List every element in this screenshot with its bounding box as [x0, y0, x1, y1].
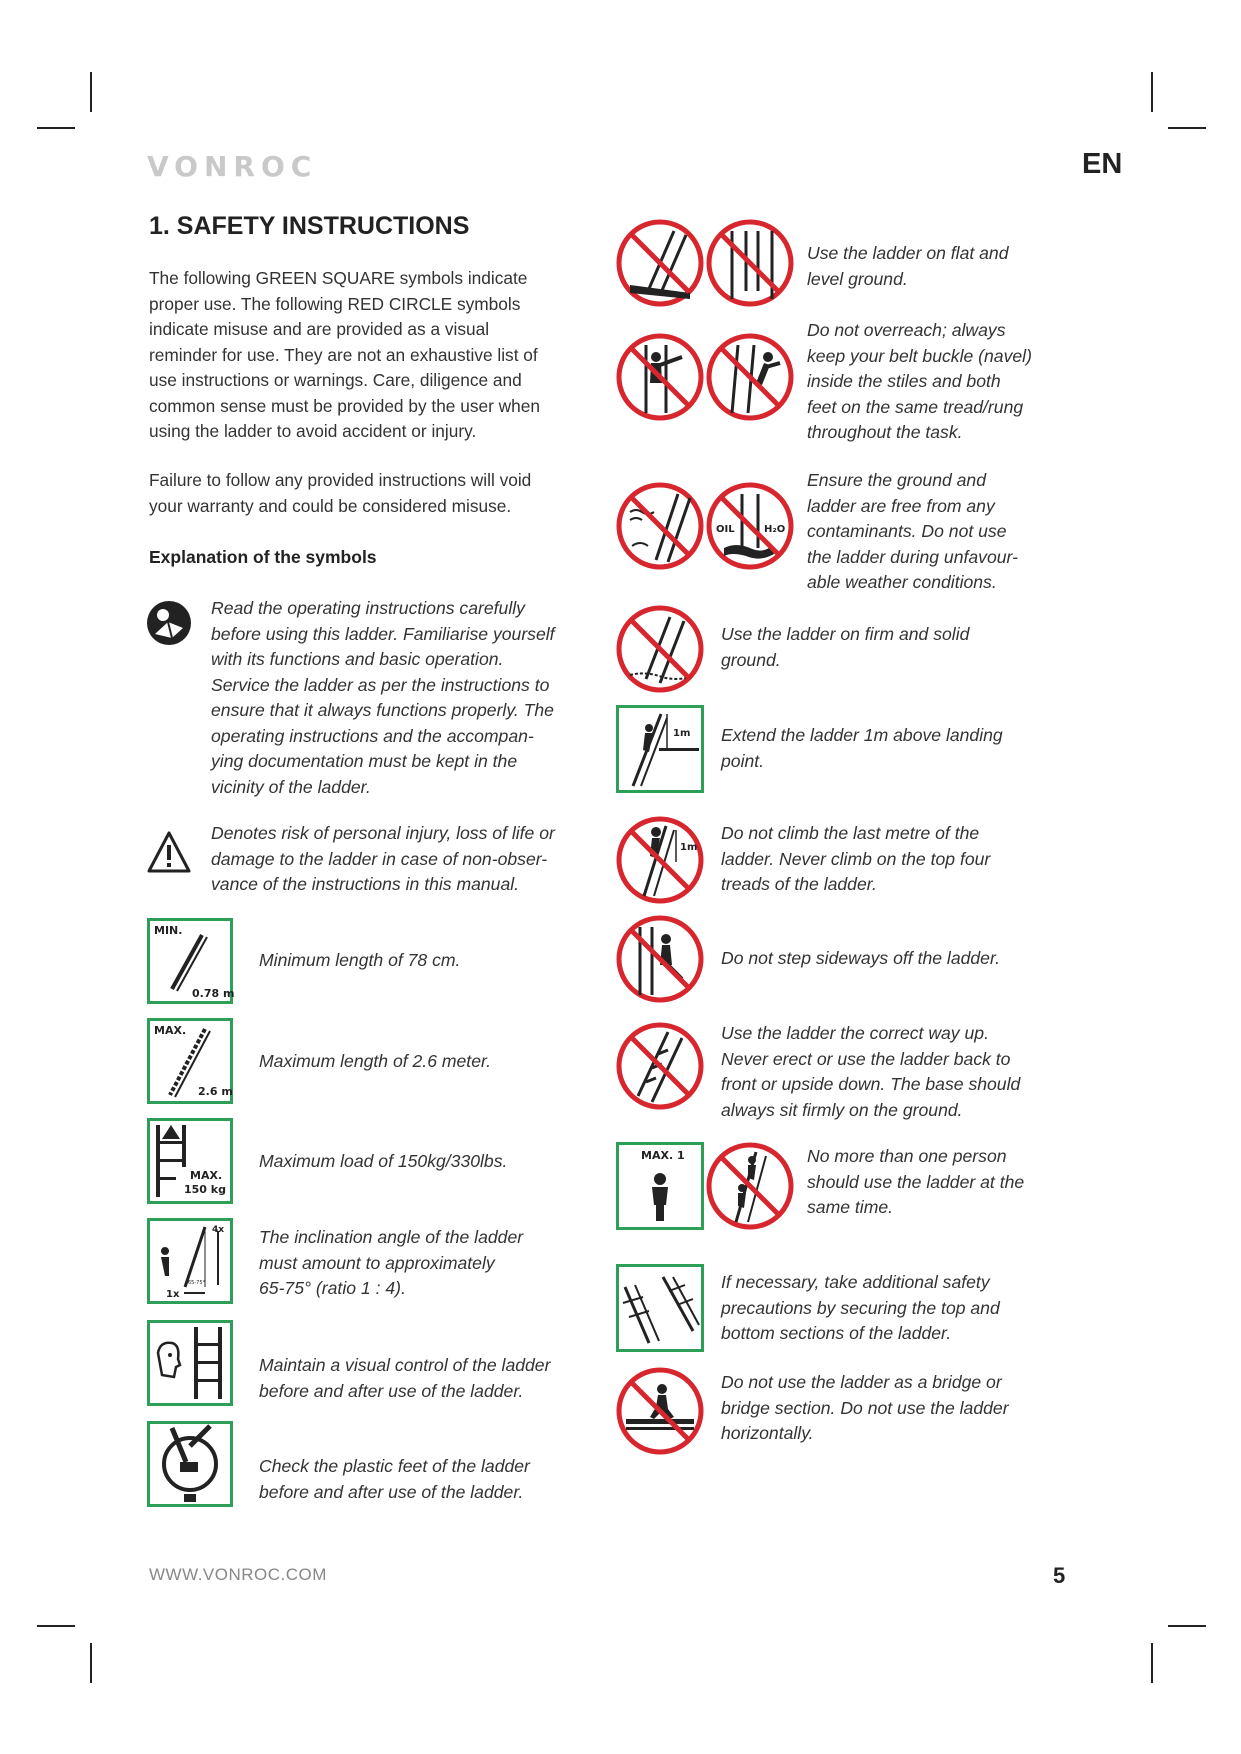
uneven-ground-prohibited-icon	[706, 219, 794, 307]
last-metre-icon	[616, 816, 704, 904]
correct-way-up-icon	[616, 1022, 704, 1110]
extend-1m-text: Extend the ladder 1m above landing point.	[721, 725, 1003, 771]
section-title: 1. SAFETY INSTRUCTIONS	[149, 212, 470, 240]
crop-mark	[90, 1643, 92, 1683]
max-load-icon	[147, 1118, 233, 1204]
explanation-heading: Explanation of the symbols	[149, 547, 377, 567]
plastic-feet-text: Check the plastic feet of the ladder before and after use of the ladder.	[259, 1456, 530, 1502]
angle-range-label: 65-75°	[188, 1280, 206, 1286]
page-number: 5	[1053, 1563, 1066, 1588]
visual-control-text: Maintain a visual control of the ladder before and after use of the ladder.	[259, 1355, 551, 1401]
max-length-icon	[147, 1018, 233, 1104]
crop-mark	[1151, 72, 1153, 112]
bridge-text: Do not use the ladder as a bridge or bridge section. Do not use the ladder horizontally.	[721, 1372, 1009, 1443]
contaminants-text: Ensure the ground and ladder are free from any contaminants. Do not use the ladder during unfavour- able weather conditions.	[807, 470, 1018, 592]
extend-1m-label: 1m	[673, 728, 691, 739]
last-metre-text: Do not climb the last metre of the ladder. Never climb on the top four treads of the ladder.	[721, 823, 991, 894]
inclination-angle-icon	[147, 1218, 233, 1304]
crop-mark	[37, 127, 75, 129]
intro-paragraph: The following GREEN SQUARE symbols indicate proper use. The following RED CIRCLE symbols indicate misuse and are provided as a visual reminder for use. They are not an exhaustive list of use instructions or warnings. Care, diligence and common sense must be provided by the user when using the ladder to avoid accident or injury.	[149, 268, 540, 441]
ratio-vertical-label: 4x	[212, 1225, 225, 1235]
crop-mark	[37, 1625, 75, 1627]
secure-top-bottom-text: If necessary, take additional safety precautions by securing the top and bottom sections of the ladder.	[721, 1272, 1000, 1343]
one-person-text: No more than one person should use the ladder at the same time.	[807, 1146, 1025, 1217]
footer-url[interactable]: WWW.VONROC.COM	[149, 1565, 327, 1584]
max-load-value: 150 kg	[184, 1183, 226, 1196]
step-sideways-icon	[616, 915, 704, 1003]
crop-mark	[1151, 1643, 1153, 1683]
oil-label: OIL	[716, 524, 735, 535]
firm-ground-text: Use the ladder on firm and solid ground.	[721, 624, 970, 670]
level-ground-text: Use the ladder on flat and level ground.	[807, 243, 1009, 289]
min-label: MIN.	[154, 924, 183, 937]
two-persons-prohibited-icon	[706, 1142, 794, 1230]
read-manual-text: Read the operating instructions carefully before using this ladder. Familiarise yourself with its functions and basic operation. Service the ladder as per the instructions to ensure that it always functions properly. The operating instructions and the accompan- ying documentation must be kept in the vicinity of the ladder.	[211, 598, 555, 797]
firm-ground-icon	[616, 605, 704, 693]
warning-text: Denotes risk of personal injury, loss of life or damage to the ladder in case of non-obser- vance of the instructions in this manual.	[211, 823, 555, 894]
min-length-text: Minimum length of 78 cm.	[259, 950, 461, 970]
plastic-feet-icon	[147, 1421, 233, 1507]
overreach-sideways-icon	[706, 333, 794, 421]
max-load-label: MAX.	[190, 1169, 223, 1182]
water-label: H₂O	[764, 524, 786, 535]
max-one-label: MAX. 1	[641, 1149, 685, 1162]
read-manual-icon	[146, 600, 192, 646]
extend-1m-icon	[616, 705, 704, 793]
overreach-text: Do not overreach; always keep your belt buckle (navel) inside the stiles and both feet on the same tread/rung throughout the task.	[807, 320, 1032, 442]
tilted-ground-prohibited-icon	[616, 219, 704, 307]
overreach-icon	[616, 333, 704, 421]
visual-control-icon	[147, 1320, 233, 1406]
step-sideways-text: Do not step sideways off the ladder.	[721, 948, 1001, 968]
warning-triangle-icon	[146, 830, 192, 874]
ratio-horizontal-label: 1x	[166, 1289, 180, 1300]
max-length-label: 2.6 m	[198, 1085, 233, 1098]
min-length-label: 0.78 m	[192, 987, 235, 1000]
max-load-text: Maximum load of 150kg/330lbs.	[259, 1151, 508, 1171]
crop-mark	[1168, 127, 1206, 129]
language-code: EN	[1082, 148, 1123, 180]
max-label: MAX.	[154, 1024, 187, 1037]
contaminants-icon	[706, 482, 794, 570]
one-person-icon	[616, 1142, 704, 1230]
warranty-paragraph: Failure to follow any provided instructions will void your warranty and could be considered misuse.	[149, 470, 532, 516]
max-length-text: Maximum length of 2.6 meter.	[259, 1051, 492, 1071]
crop-mark	[90, 72, 92, 112]
crop-mark	[1168, 1625, 1206, 1627]
brand-logo: VONROC	[147, 150, 318, 183]
bridge-icon	[616, 1367, 704, 1455]
secure-top-bottom-icon	[616, 1264, 704, 1352]
min-length-icon	[147, 918, 233, 1004]
correct-way-up-text: Use the ladder the correct way up. Never erect or use the ladder back to front or upside down. The base should always sit firmly on the ground.	[721, 1023, 1021, 1120]
bad-weather-icon	[616, 482, 704, 570]
last-metre-label: 1m	[680, 842, 698, 853]
inclination-text: The inclination angle of the ladder must amount to approximately 65-75° (ratio 1 : 4).	[259, 1227, 524, 1298]
